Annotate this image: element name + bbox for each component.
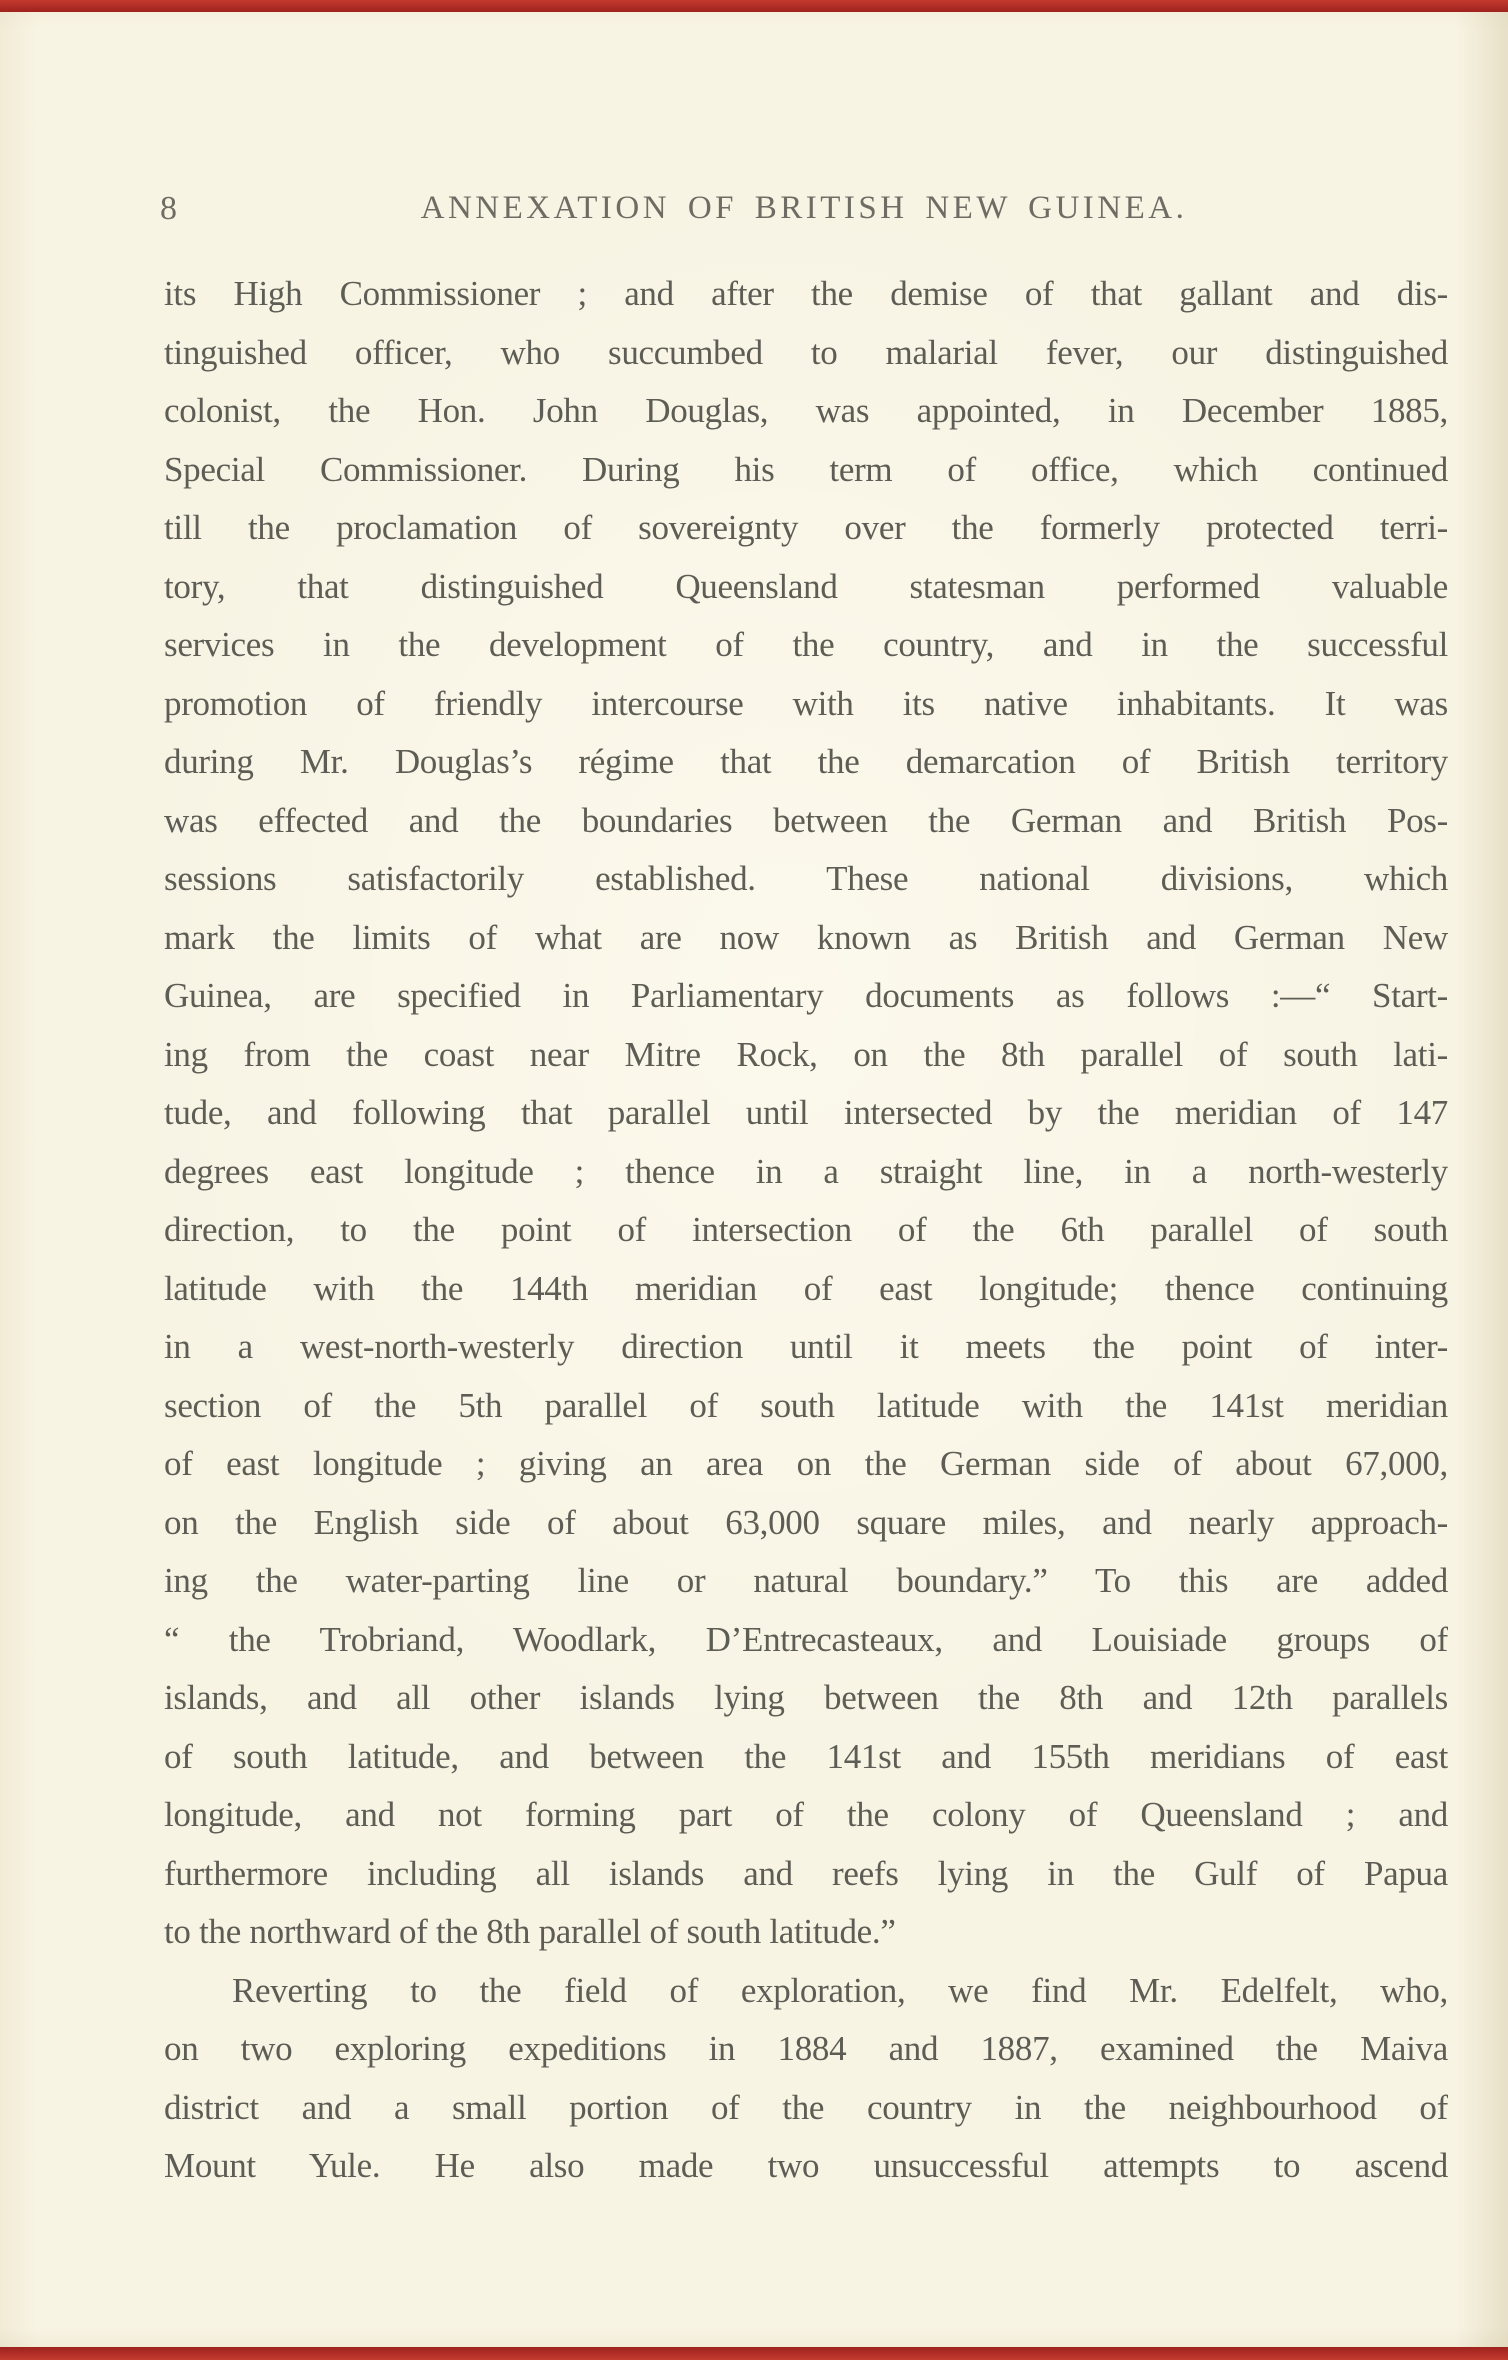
text-line: on two exploring expeditions in 1884 and 1887, examined the Maiva [164,2029,1448,2068]
text-line: ing from the coast near Mitre Rock, on the 8th parallel of south lati- [164,1034,1448,1074]
body-text-block [164,265,1448,2196]
text-line: latitude with the 144th meridian of east longitude; thence continuing [164,1268,1448,1308]
text-line: of south latitude, and between the 141st and 155th meridians of east [164,1736,1448,1776]
text-line: direction, to the point of intersection of the 6th parallel of south [164,1210,1448,1249]
text-line: islands, and all other islands lying between the 8th and 12th parallels [164,1678,1448,1717]
text-line: longitude, and not forming part of the colony of Queensland ; and [164,1795,1448,1834]
text-line: till the proclamation of sovereignty over the formerly protected terri- [164,508,1448,547]
book-cover-edge-top [0,0,1508,12]
text-line: “ the Trobriand, Woodlark, D’Entrecasteaux, and Louisiade groups of [164,1619,1448,1659]
text-line: its High Commissioner ; and after the demise of that gallant and dis- [164,274,1448,313]
text-line: district and a small portion of the country in the neighbourhood of [164,2087,1448,2127]
text-line: degrees east longitude ; thence in a straight line, in a north-westerly [164,1151,1448,1191]
text-line: to the northward of the 8th parallel of south latitude.” [164,1912,896,1951]
text-line: sessions satisfactorily established. These national divisions, which [164,859,1448,898]
text-line: in a west-north-westerly direction until it meets the point of inter- [164,1327,1448,1366]
text-line: section of the 5th parallel of south latitude with the 141st meridian [164,1385,1448,1425]
text-line: of east longitude ; giving an area on the German side of about 67,000, [164,1444,1448,1483]
book-cover-edge-bottom [0,2347,1508,2360]
text-line: ing the water-parting line or natural boundary.” To this are added [164,1561,1448,1600]
text-line: Special Commissioner. During his term of office, which continued [164,449,1448,489]
text-line: mark the limits of what are now known as British and German New [164,917,1448,957]
text-line: furthermore including all islands and reefs lying in the Gulf of Papua [164,1853,1448,1893]
text-line: during Mr. Douglas’s régime that the demarcation of British territory [164,742,1448,781]
running-title: ANNEXATION OF BRITISH NEW GUINEA. [420,190,1188,226]
page-number: 8 [160,190,178,227]
text-line: Mount Yule. He also made two unsuccessful attempts to ascend [164,2146,1448,2185]
text-line: services in the development of the country, and in the successful [164,625,1448,664]
text-line: Guinea, are specified in Parliamentary documents as follows :—“ Start- [164,976,1448,1015]
text-line: was effected and the boundaries between the German and British Pos- [164,800,1448,840]
text-line: tude, and following that parallel until intersected by the meridian of 147 [164,1093,1448,1132]
text-line: tinguished officer, who succumbed to malarial fever, our distinguished [164,332,1448,372]
text-line: Reverting to the field of exploration, we find Mr. Edelfelt, who, [232,1970,1448,2010]
text-line: tory, that distinguished Queensland statesman performed valuable [164,566,1448,606]
text-line: on the English side of about 63,000 square miles, and nearly approach- [164,1502,1448,1542]
text-line: colonist, the Hon. John Douglas, was appointed, in December 1885, [164,391,1448,430]
text-line: promotion of friendly intercourse with its native inhabitants. It was [164,683,1448,723]
